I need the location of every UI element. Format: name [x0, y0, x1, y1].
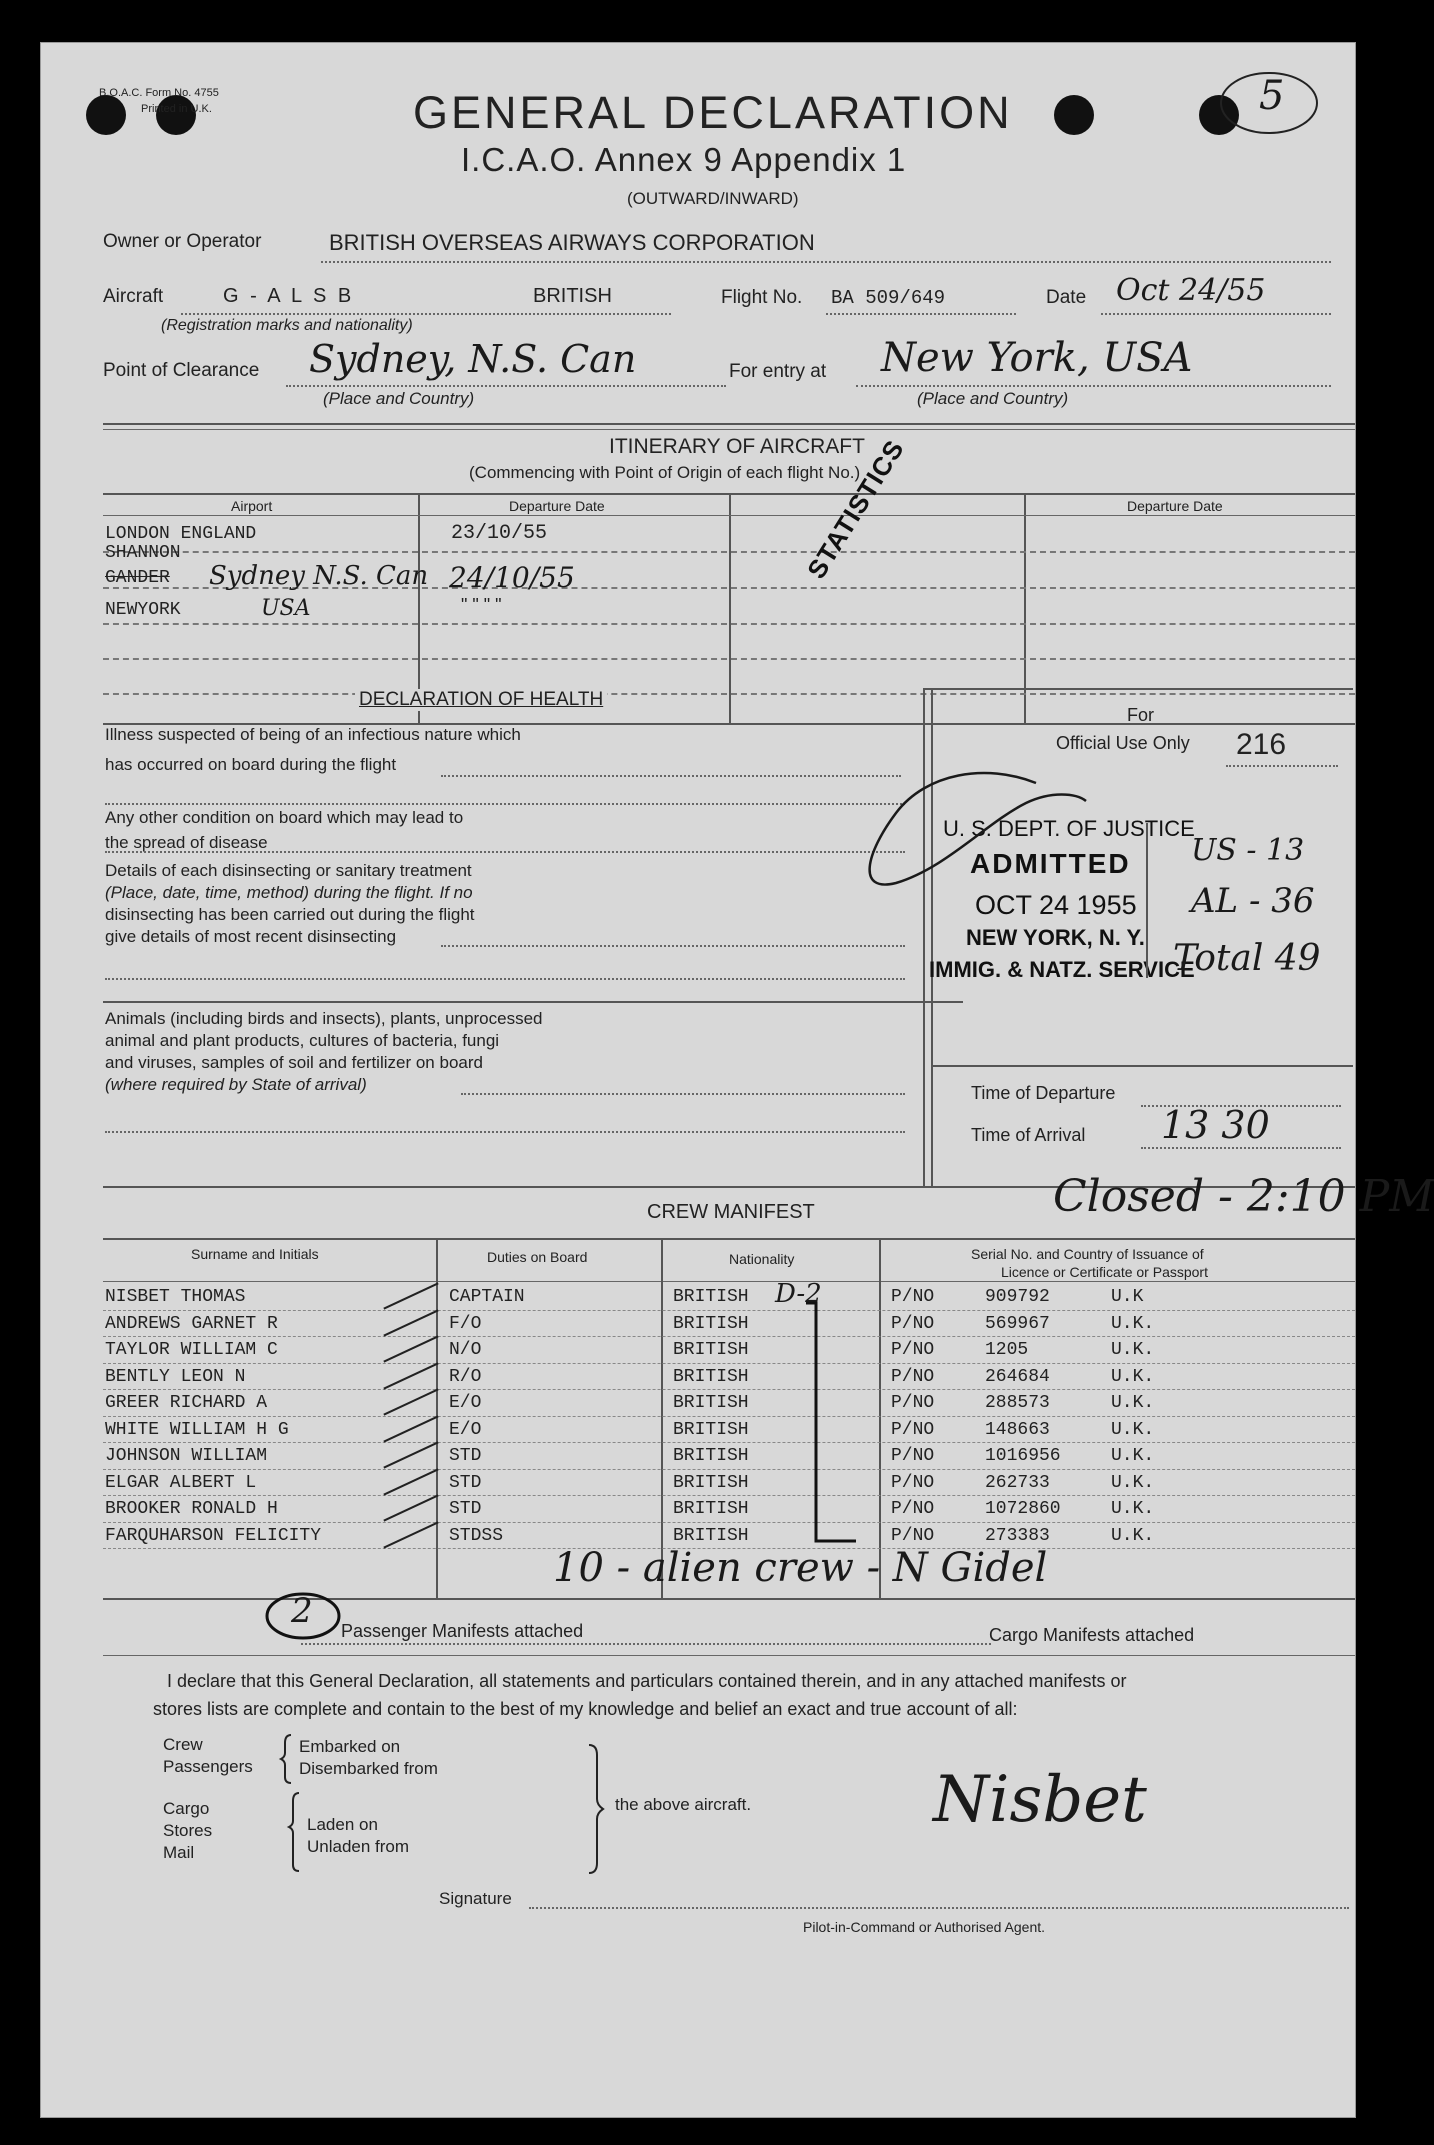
crew-row: [41, 1365, 1355, 1392]
crew-name: ELGAR ALBERT L: [105, 1472, 257, 1493]
crew-name: NISBET THOMAS: [105, 1287, 246, 1307]
crew-licence-country: U.K.: [1111, 1393, 1155, 1413]
crew-duty: N/O: [449, 1340, 482, 1360]
aircraft-nationality: BRITISH: [533, 285, 612, 307]
col-departure-date-2: Departure Date: [1127, 498, 1223, 514]
owner-label: Owner or Operator: [103, 231, 262, 252]
crew-pno: P/NO: [891, 1340, 935, 1360]
itinerary-hand-usa: USA: [261, 596, 311, 621]
crew-row: [41, 1471, 1355, 1498]
official-use: Official Use Only: [1056, 733, 1190, 753]
health-title: DECLARATION OF HEALTH: [355, 689, 607, 711]
crew-duty: CAPTAIN: [449, 1287, 525, 1307]
stamp-date: OCT 24 1955: [975, 890, 1137, 920]
entry-note: (Place and Country): [917, 389, 1069, 408]
declaration-line-2: stores lists are complete and contain to the best of my knowledge and belief an exact and true account of all:: [153, 1699, 1018, 1719]
crew-licence-number: 569967: [985, 1313, 1050, 1334]
health-q1b: has occurred on board during the flight: [105, 755, 397, 774]
aircraft-label: Aircraft: [103, 286, 164, 307]
clearance-value: Sydney, N.S. Can: [309, 337, 637, 381]
crew-licence-country: U.K.: [1111, 1340, 1155, 1360]
check-mark: [383, 1362, 438, 1389]
crew-licence-country: U.K.: [1111, 1525, 1155, 1546]
official-us-count: US - 13: [1191, 833, 1305, 868]
clearance-label: Point of Clearance: [103, 360, 260, 381]
crew-licence-number: 273383: [985, 1525, 1050, 1546]
crew-duty: STD: [449, 1499, 482, 1519]
crew-licence-country: U.K.: [1111, 1313, 1155, 1334]
crew-licence-number: 1016956: [985, 1446, 1061, 1466]
crew-licence-country: U.K.: [1111, 1499, 1155, 1519]
clearance-note: (Place and Country): [323, 389, 475, 408]
crew-licence-country: U.K: [1111, 1287, 1144, 1307]
registration-note: (Registration marks and nationality): [161, 317, 413, 334]
col-departure-date: Departure Date: [509, 498, 605, 514]
date-label: Date: [1046, 287, 1087, 308]
signature-flourish: [836, 753, 1096, 903]
crew-name: BENTLY LEON N: [105, 1366, 246, 1387]
time-arrival-label: Time of Arrival: [971, 1125, 1086, 1145]
crew-licence-number: 1205: [985, 1340, 1029, 1360]
form-subtitle: I.C.A.O. Annex 9 Appendix 1: [461, 141, 907, 178]
check-mark: [383, 1335, 438, 1362]
crew-licence-country: U.K.: [1111, 1472, 1155, 1493]
decl-laden: Laden on: [307, 1815, 378, 1834]
check-mark: [383, 1468, 438, 1495]
crew-d2-note: D-2: [775, 1279, 822, 1309]
printed-note: Printed in U.K.: [141, 103, 212, 115]
health-q3d: give details of most recent disinsecting: [105, 927, 397, 946]
crew-pno: P/NO: [891, 1287, 935, 1307]
pilot-in-command-label: Pilot-in-Command or Authorised Agent.: [803, 1919, 1046, 1935]
official-for: For: [1127, 705, 1154, 725]
crew-nationality: BRITISH: [673, 1419, 749, 1440]
itinerary-airport-4: NEWYORK: [105, 600, 181, 620]
crew-nationality: BRITISH: [673, 1446, 749, 1466]
health-q4c: and viruses, samples of soil and fertilizer on board: [105, 1053, 483, 1072]
declaration-right-brace: [587, 1743, 607, 1883]
health-q4b: animal and plant products, cultures of bacteria, fungi: [105, 1031, 500, 1050]
crew-pno: P/NO: [891, 1499, 935, 1519]
declaration-line-1: I declare that this General Declaration, all statements and particulars contained therein, and in any attached manifests or: [167, 1671, 1127, 1691]
col-airport: Airport: [231, 498, 273, 514]
crew-licence-number: 1072860: [985, 1499, 1061, 1519]
owner-value: BRITISH OVERSEAS AIRWAYS CORPORATION: [329, 230, 815, 255]
health-q2b: the spread of disease: [105, 833, 268, 852]
flight-label: Flight No.: [721, 287, 803, 308]
passenger-manifests-label: Passenger Manifests attached: [341, 1621, 584, 1641]
official-al-count: AL - 36: [1191, 881, 1315, 921]
check-mark: [383, 1494, 438, 1521]
passenger-count: 2: [291, 1591, 313, 1631]
check-mark: [383, 1309, 438, 1336]
flight-date: Oct 24/55: [1116, 273, 1266, 308]
crew-name: FARQUHARSON FELICITY: [105, 1525, 322, 1546]
itinerary-title: ITINERARY OF AIRCRAFT: [609, 435, 865, 458]
check-mark: [383, 1521, 438, 1548]
crew-name: GREER RICHARD A: [105, 1393, 268, 1413]
aircraft-registration: G - A L S B: [223, 285, 355, 307]
crew-nationality: BRITISH: [673, 1287, 749, 1307]
health-q3c: disinsecting has been carried out during the flight: [105, 905, 475, 924]
official-total: Total 49: [1173, 938, 1321, 979]
col-surname: Surname and Initials: [191, 1246, 319, 1262]
punch-hole: [1054, 95, 1094, 135]
entry-label: For entry at: [729, 361, 827, 382]
crew-licence-number: 148663: [985, 1419, 1050, 1440]
crew-closed-note: Closed - 2:10 PM: [1053, 1171, 1434, 1222]
check-mark: [383, 1388, 438, 1415]
crew-name: JOHNSON WILLIAM: [105, 1446, 268, 1466]
crew-row: [41, 1285, 1355, 1312]
health-q2a: Any other condition on board which may lead to: [105, 808, 464, 827]
crew-pno: P/NO: [891, 1419, 935, 1440]
crew-duty: E/O: [449, 1419, 482, 1440]
decl-embarked: Embarked on: [299, 1737, 401, 1756]
crew-row: [41, 1338, 1355, 1365]
itinerary-date-1: 23/10/55: [451, 522, 548, 545]
entry-value: New York, USA: [881, 335, 1193, 381]
itinerary-hand-date: 24/10/55: [449, 561, 575, 594]
health-q4a: Animals (including birds and insects), plants, unprocessed: [105, 1009, 543, 1028]
flight-number: BA 509/649: [831, 287, 946, 309]
crew-pno: P/NO: [891, 1525, 935, 1546]
stamp-city: NEW YORK, N. Y.: [966, 925, 1145, 950]
health-q1a: Illness suspected of being of an infectious nature which: [105, 725, 521, 744]
crew-row: [41, 1312, 1355, 1339]
check-mark: [383, 1441, 438, 1468]
form-title: GENERAL DECLARATION: [413, 87, 1013, 138]
crew-pno: P/NO: [891, 1366, 935, 1387]
crew-licence-number: 909792: [985, 1287, 1050, 1307]
crew-licence-country: U.K.: [1111, 1446, 1155, 1466]
check-mark: [383, 1282, 438, 1309]
crew-duty: STDSS: [449, 1525, 504, 1546]
col-serial-1: Serial No. and Country of Issuance of: [971, 1246, 1204, 1262]
time-departure-label: Time of Departure: [971, 1083, 1116, 1103]
crew-row: [41, 1418, 1355, 1445]
col-nationality: Nationality: [729, 1251, 795, 1267]
crew-licence-number: 262733: [985, 1472, 1050, 1493]
punch-hole: [156, 95, 196, 135]
crew-pno: P/NO: [891, 1393, 935, 1413]
itinerary-ditto: " " " ": [461, 595, 502, 615]
time-arrival-value: 13 30: [1161, 1103, 1270, 1147]
crew-row: [41, 1444, 1355, 1471]
decl-stores: Stores: [163, 1821, 213, 1840]
health-q3b: (Place, date, time, method) during the flight. If no: [105, 883, 473, 902]
crew-licence-number: 288573: [985, 1393, 1050, 1413]
decl-passengers: Passengers: [163, 1757, 253, 1776]
crew-pno: P/NO: [891, 1472, 935, 1493]
crew-row: [41, 1391, 1355, 1418]
check-mark: [383, 1415, 438, 1442]
decl-disembarked: Disembarked from: [299, 1759, 438, 1778]
crew-row: [41, 1497, 1355, 1524]
crew-name: BROOKER RONALD H: [105, 1499, 278, 1519]
itinerary-airport-2: SHANNON: [105, 543, 181, 563]
itinerary-hand-airport: Sydney N.S. Can: [209, 561, 429, 591]
declaration-braces: [281, 1733, 311, 2013]
crew-nationality: BRITISH: [673, 1340, 749, 1360]
crew-bracket: [806, 1301, 866, 1551]
cargo-manifests-label: Cargo Manifests attached: [989, 1625, 1195, 1645]
statistics-stamp: STATISTICS: [801, 434, 911, 584]
punch-hole: [86, 95, 126, 135]
crew-duty: F/O: [449, 1313, 482, 1334]
stamp-admitted: ADMITTED: [970, 848, 1131, 879]
crew-nationality: BRITISH: [673, 1472, 749, 1493]
signature-label: Signature: [439, 1889, 512, 1908]
crew-name: TAYLOR WILLIAM C: [105, 1340, 278, 1360]
crew-pno: P/NO: [891, 1313, 935, 1334]
crew-alien-note: 10 - alien crew - N Gidel: [553, 1545, 1048, 1591]
itinerary-airport-3: GANDER: [105, 568, 170, 588]
crew-name: WHITE WILLIAM H G: [105, 1419, 289, 1440]
crew-nationality: BRITISH: [673, 1393, 749, 1413]
direction-note: (OUTWARD/INWARD): [627, 189, 799, 208]
crew-nationality: BRITISH: [673, 1366, 749, 1387]
form-number: B.O.A.C. Form No. 4755: [99, 87, 219, 99]
crew-title: CREW MANIFEST: [647, 1201, 815, 1223]
crew-duty: R/O: [449, 1366, 482, 1387]
crew-duty: E/O: [449, 1393, 482, 1413]
stamp-dept: U. S. DEPT. OF JUSTICE: [943, 816, 1195, 841]
col-serial-2: Licence or Certificate or Passport: [1001, 1264, 1208, 1280]
decl-mail: Mail: [163, 1843, 195, 1862]
health-q3a: Details of each disinsecting or sanitary treatment: [105, 861, 472, 880]
page-mark: 5: [1259, 73, 1285, 119]
health-q4d: (where required by State of arrival): [105, 1075, 367, 1094]
stamp-service: IMMIG. & NATZ. SERVICE: [929, 957, 1195, 982]
itinerary-airport-1: LONDON ENGLAND: [105, 524, 257, 544]
decl-crew: Crew: [163, 1735, 203, 1754]
crew-nationality: BRITISH: [673, 1499, 749, 1519]
decl-above: the above aircraft.: [615, 1795, 752, 1814]
official-number: 216: [1236, 728, 1287, 761]
crew-licence-number: 264684: [985, 1366, 1050, 1387]
decl-unladen: Unladen from: [307, 1837, 410, 1856]
col-duties: Duties on Board: [487, 1249, 588, 1265]
itinerary-subtitle: (Commencing with Point of Origin of each flight No.): [469, 463, 861, 482]
crew-licence-country: U.K.: [1111, 1366, 1155, 1387]
crew-nationality: BRITISH: [673, 1525, 749, 1546]
crew-duty: STD: [449, 1472, 482, 1493]
crew-duty: STD: [449, 1446, 482, 1466]
crew-pno: P/NO: [891, 1446, 935, 1466]
crew-nationality: BRITISH: [673, 1313, 749, 1334]
decl-cargo: Cargo: [163, 1799, 210, 1818]
crew-name: ANDREWS GARNET R: [105, 1313, 278, 1334]
declaration-sheet: [40, 42, 1434, 2118]
page-mark-circle: [1219, 65, 1319, 135]
crew-licence-country: U.K.: [1111, 1419, 1155, 1440]
pilot-signature: Nisbet: [933, 1763, 1147, 1837]
